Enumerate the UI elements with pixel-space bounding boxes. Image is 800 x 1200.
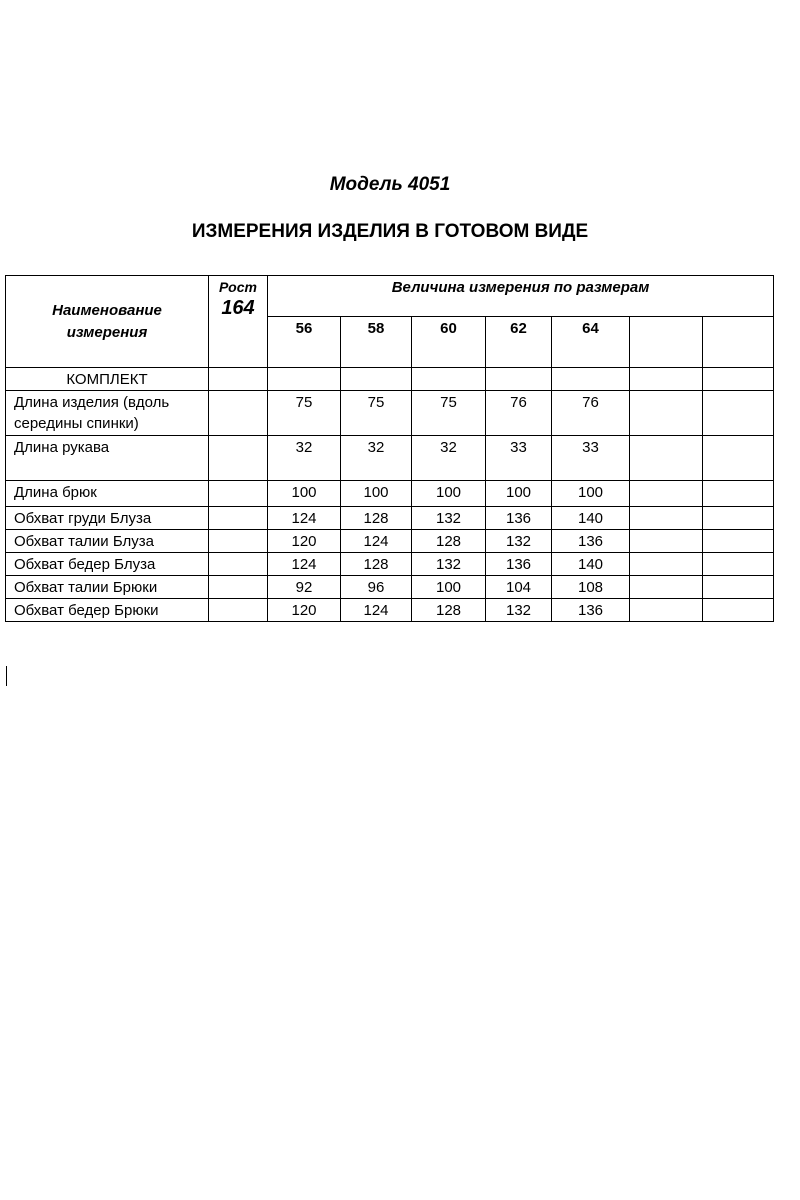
value-cell <box>703 553 774 576</box>
value-cell: 124 <box>268 507 341 530</box>
value-cell <box>630 481 703 507</box>
value-cell <box>630 599 703 622</box>
value-cell <box>703 391 774 436</box>
value-cell: 75 <box>268 391 341 436</box>
value-cell <box>412 368 486 391</box>
value-cell: 128 <box>341 507 412 530</box>
height-cell <box>209 553 268 576</box>
table-row <box>6 507 774 530</box>
value-cell: 124 <box>268 553 341 576</box>
value-cell: 100 <box>552 481 630 507</box>
value-cell: 100 <box>268 481 341 507</box>
row-label: Обхват бедер Блуза <box>6 553 209 576</box>
height-cell <box>209 436 268 481</box>
sizes-header: Величина измерения по размерам <box>268 276 774 317</box>
size-header <box>630 317 703 368</box>
height-cell <box>209 599 268 622</box>
value-cell: 132 <box>486 599 552 622</box>
table-row <box>6 481 774 507</box>
value-cell <box>703 530 774 553</box>
value-cell <box>703 436 774 481</box>
measurement-name-header-line2: измерения <box>66 323 148 341</box>
value-cell: 100 <box>486 481 552 507</box>
value-cell <box>630 368 703 391</box>
value-cell: 108 <box>552 576 630 599</box>
value-cell <box>630 391 703 436</box>
value-cell: 104 <box>486 576 552 599</box>
value-cell: 32 <box>341 436 412 481</box>
value-cell <box>703 368 774 391</box>
value-cell: 76 <box>552 391 630 436</box>
value-cell: 136 <box>486 553 552 576</box>
value-cell: 140 <box>552 507 630 530</box>
row-label: Длина брюк <box>6 481 209 507</box>
height-label: Рост <box>219 279 257 295</box>
row-label: Длина рукава <box>6 436 209 481</box>
height-cell <box>209 481 268 507</box>
height-header <box>209 276 268 368</box>
height-cell <box>209 530 268 553</box>
value-cell: 136 <box>552 530 630 553</box>
value-cell: 100 <box>412 576 486 599</box>
value-cell: 128 <box>412 599 486 622</box>
value-cell: 75 <box>412 391 486 436</box>
value-cell: 96 <box>341 576 412 599</box>
value-cell: 32 <box>268 436 341 481</box>
value-cell <box>630 553 703 576</box>
height-value: 164 <box>221 297 255 319</box>
value-cell <box>703 599 774 622</box>
value-cell <box>630 436 703 481</box>
measurement-name-header-line1: Наименование <box>52 301 162 319</box>
value-cell: 132 <box>412 553 486 576</box>
header-row-top <box>6 276 774 317</box>
value-cell: 100 <box>341 481 412 507</box>
height-cell <box>209 368 268 391</box>
measurement-name-header <box>6 276 209 368</box>
value-cell <box>630 507 703 530</box>
value-cell: 100 <box>412 481 486 507</box>
value-cell: 32 <box>412 436 486 481</box>
value-cell: 128 <box>341 553 412 576</box>
size-header: 56 <box>268 317 341 368</box>
row-label: Длина изделия (вдоль середины спинки) <box>6 391 209 436</box>
measurements-table <box>5 275 774 622</box>
size-header: 58 <box>341 317 412 368</box>
value-cell <box>630 530 703 553</box>
value-cell: 124 <box>341 530 412 553</box>
row-label: Обхват груди Блуза <box>6 507 209 530</box>
height-cell <box>209 391 268 436</box>
value-cell: 136 <box>552 599 630 622</box>
value-cell: 120 <box>268 599 341 622</box>
value-cell: 140 <box>552 553 630 576</box>
value-cell <box>341 368 412 391</box>
size-header <box>703 317 774 368</box>
model-title: Модель 4051 <box>329 174 451 195</box>
value-cell: 92 <box>268 576 341 599</box>
value-cell: 33 <box>552 436 630 481</box>
value-cell: 76 <box>486 391 552 436</box>
value-cell <box>630 576 703 599</box>
table-row <box>6 576 774 599</box>
value-cell <box>268 368 341 391</box>
table-row <box>6 530 774 553</box>
row-label: КОМПЛЕКТ <box>6 368 209 391</box>
table-row <box>6 368 774 391</box>
value-cell <box>703 507 774 530</box>
row-label: Обхват бедер Брюки <box>6 599 209 622</box>
row-label: Обхват талии Блуза <box>6 530 209 553</box>
text-cursor <box>6 666 7 686</box>
value-cell <box>703 481 774 507</box>
value-cell: 132 <box>412 507 486 530</box>
value-cell: 132 <box>486 530 552 553</box>
value-cell: 124 <box>341 599 412 622</box>
height-cell <box>209 507 268 530</box>
value-cell <box>703 576 774 599</box>
value-cell: 33 <box>486 436 552 481</box>
row-label: Обхват талии Брюки <box>6 576 209 599</box>
size-header: 64 <box>552 317 630 368</box>
table-row <box>6 553 774 576</box>
value-cell <box>552 368 630 391</box>
value-cell: 136 <box>486 507 552 530</box>
value-cell <box>486 368 552 391</box>
value-cell: 120 <box>268 530 341 553</box>
size-header: 62 <box>486 317 552 368</box>
value-cell: 75 <box>341 391 412 436</box>
table-row <box>6 599 774 622</box>
document-title: ИЗМЕРЕНИЯ ИЗДЕЛИЯ В ГОТОВОМ ВИДЕ <box>191 221 589 242</box>
table-row <box>6 391 774 436</box>
height-cell <box>209 576 268 599</box>
size-header: 60 <box>412 317 486 368</box>
table-row <box>6 436 774 481</box>
value-cell: 128 <box>412 530 486 553</box>
